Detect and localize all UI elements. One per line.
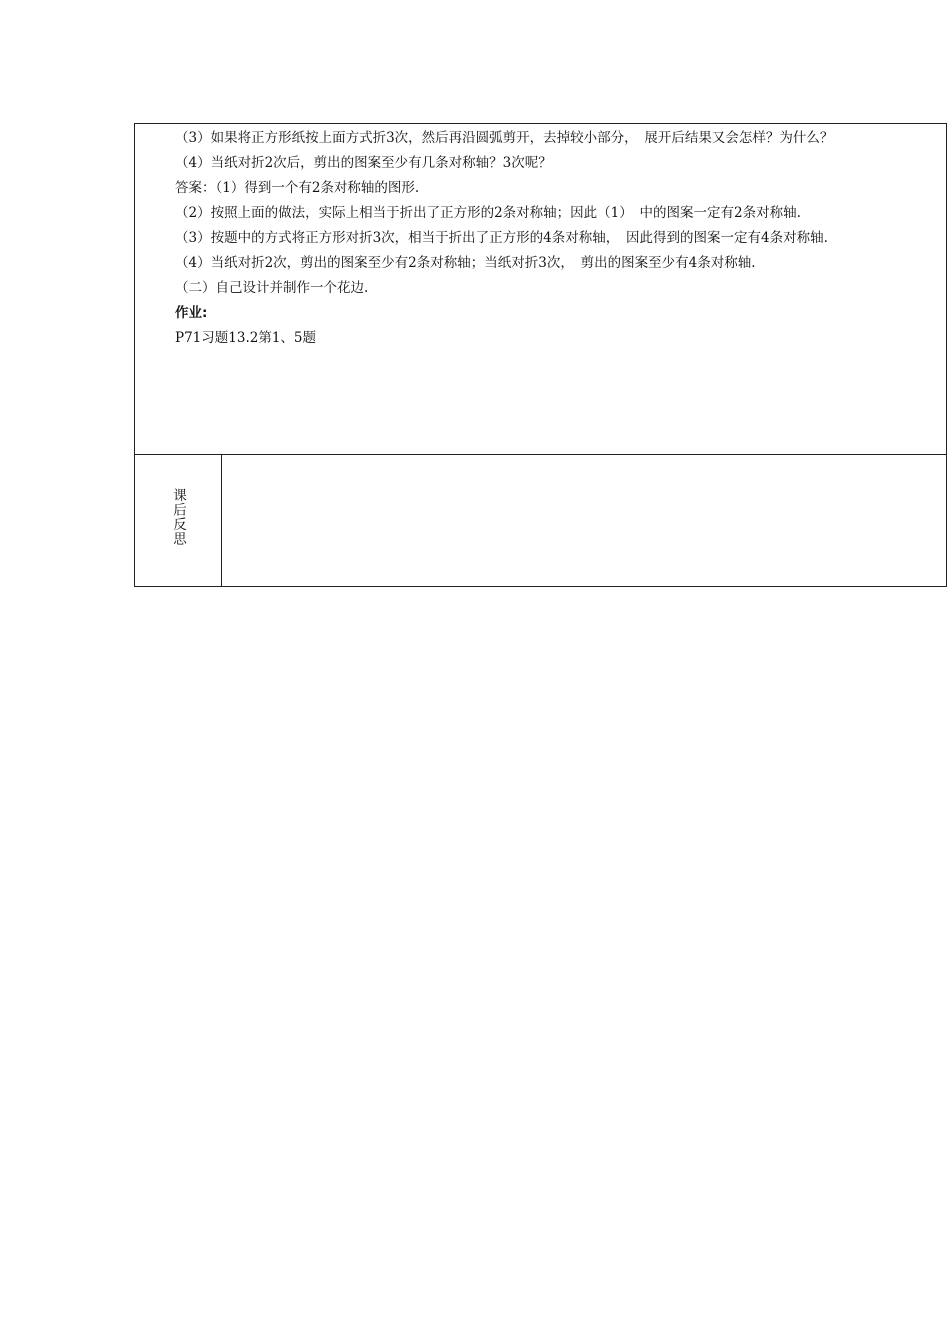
- reflection-content-cell[interactable]: [222, 455, 946, 586]
- answer-2-paragraph: （2）按照上面的做法，实际上相当于折出了正方形的2条对称轴；因此（1） 中的图案一定有2条对称轴.: [175, 205, 801, 221]
- question-3-paragraph: （3）如果将正方形纸按上面方式折3次，然后再沿圆弧剪开，去掉较小部分， 展开后结果又会怎样？为什么？: [175, 130, 834, 146]
- reflection-row: [135, 455, 946, 586]
- answer-1-paragraph: 答案：（1）得到一个有2条对称轴的图形.: [175, 180, 420, 196]
- reflection-label: 课后反思: [170, 488, 186, 546]
- homework-heading: 作业:: [175, 305, 208, 321]
- answer-3-paragraph: （3）按题中的方式将正方形对折3次，相当于折出了正方形的4条对称轴， 因此得到的图案一定有4条对称轴.: [175, 230, 828, 246]
- reflection-label-cell: [135, 455, 222, 586]
- design-task-paragraph: （二）自己设计并制作一个花边.: [175, 280, 369, 296]
- question-4-paragraph: （4）当纸对折2次后，剪出的图案至少有几条对称轴？3次呢？: [175, 155, 552, 171]
- homework-text: P71习题13.2第1、5题: [175, 330, 316, 346]
- lesson-content-cell: [135, 124, 946, 455]
- answer-4-paragraph: （4）当纸对折2次，剪出的图案至少有2条对称轴；当纸对折3次， 剪出的图案至少有4条对称轴.: [175, 255, 756, 271]
- lesson-plan-table: [134, 123, 947, 587]
